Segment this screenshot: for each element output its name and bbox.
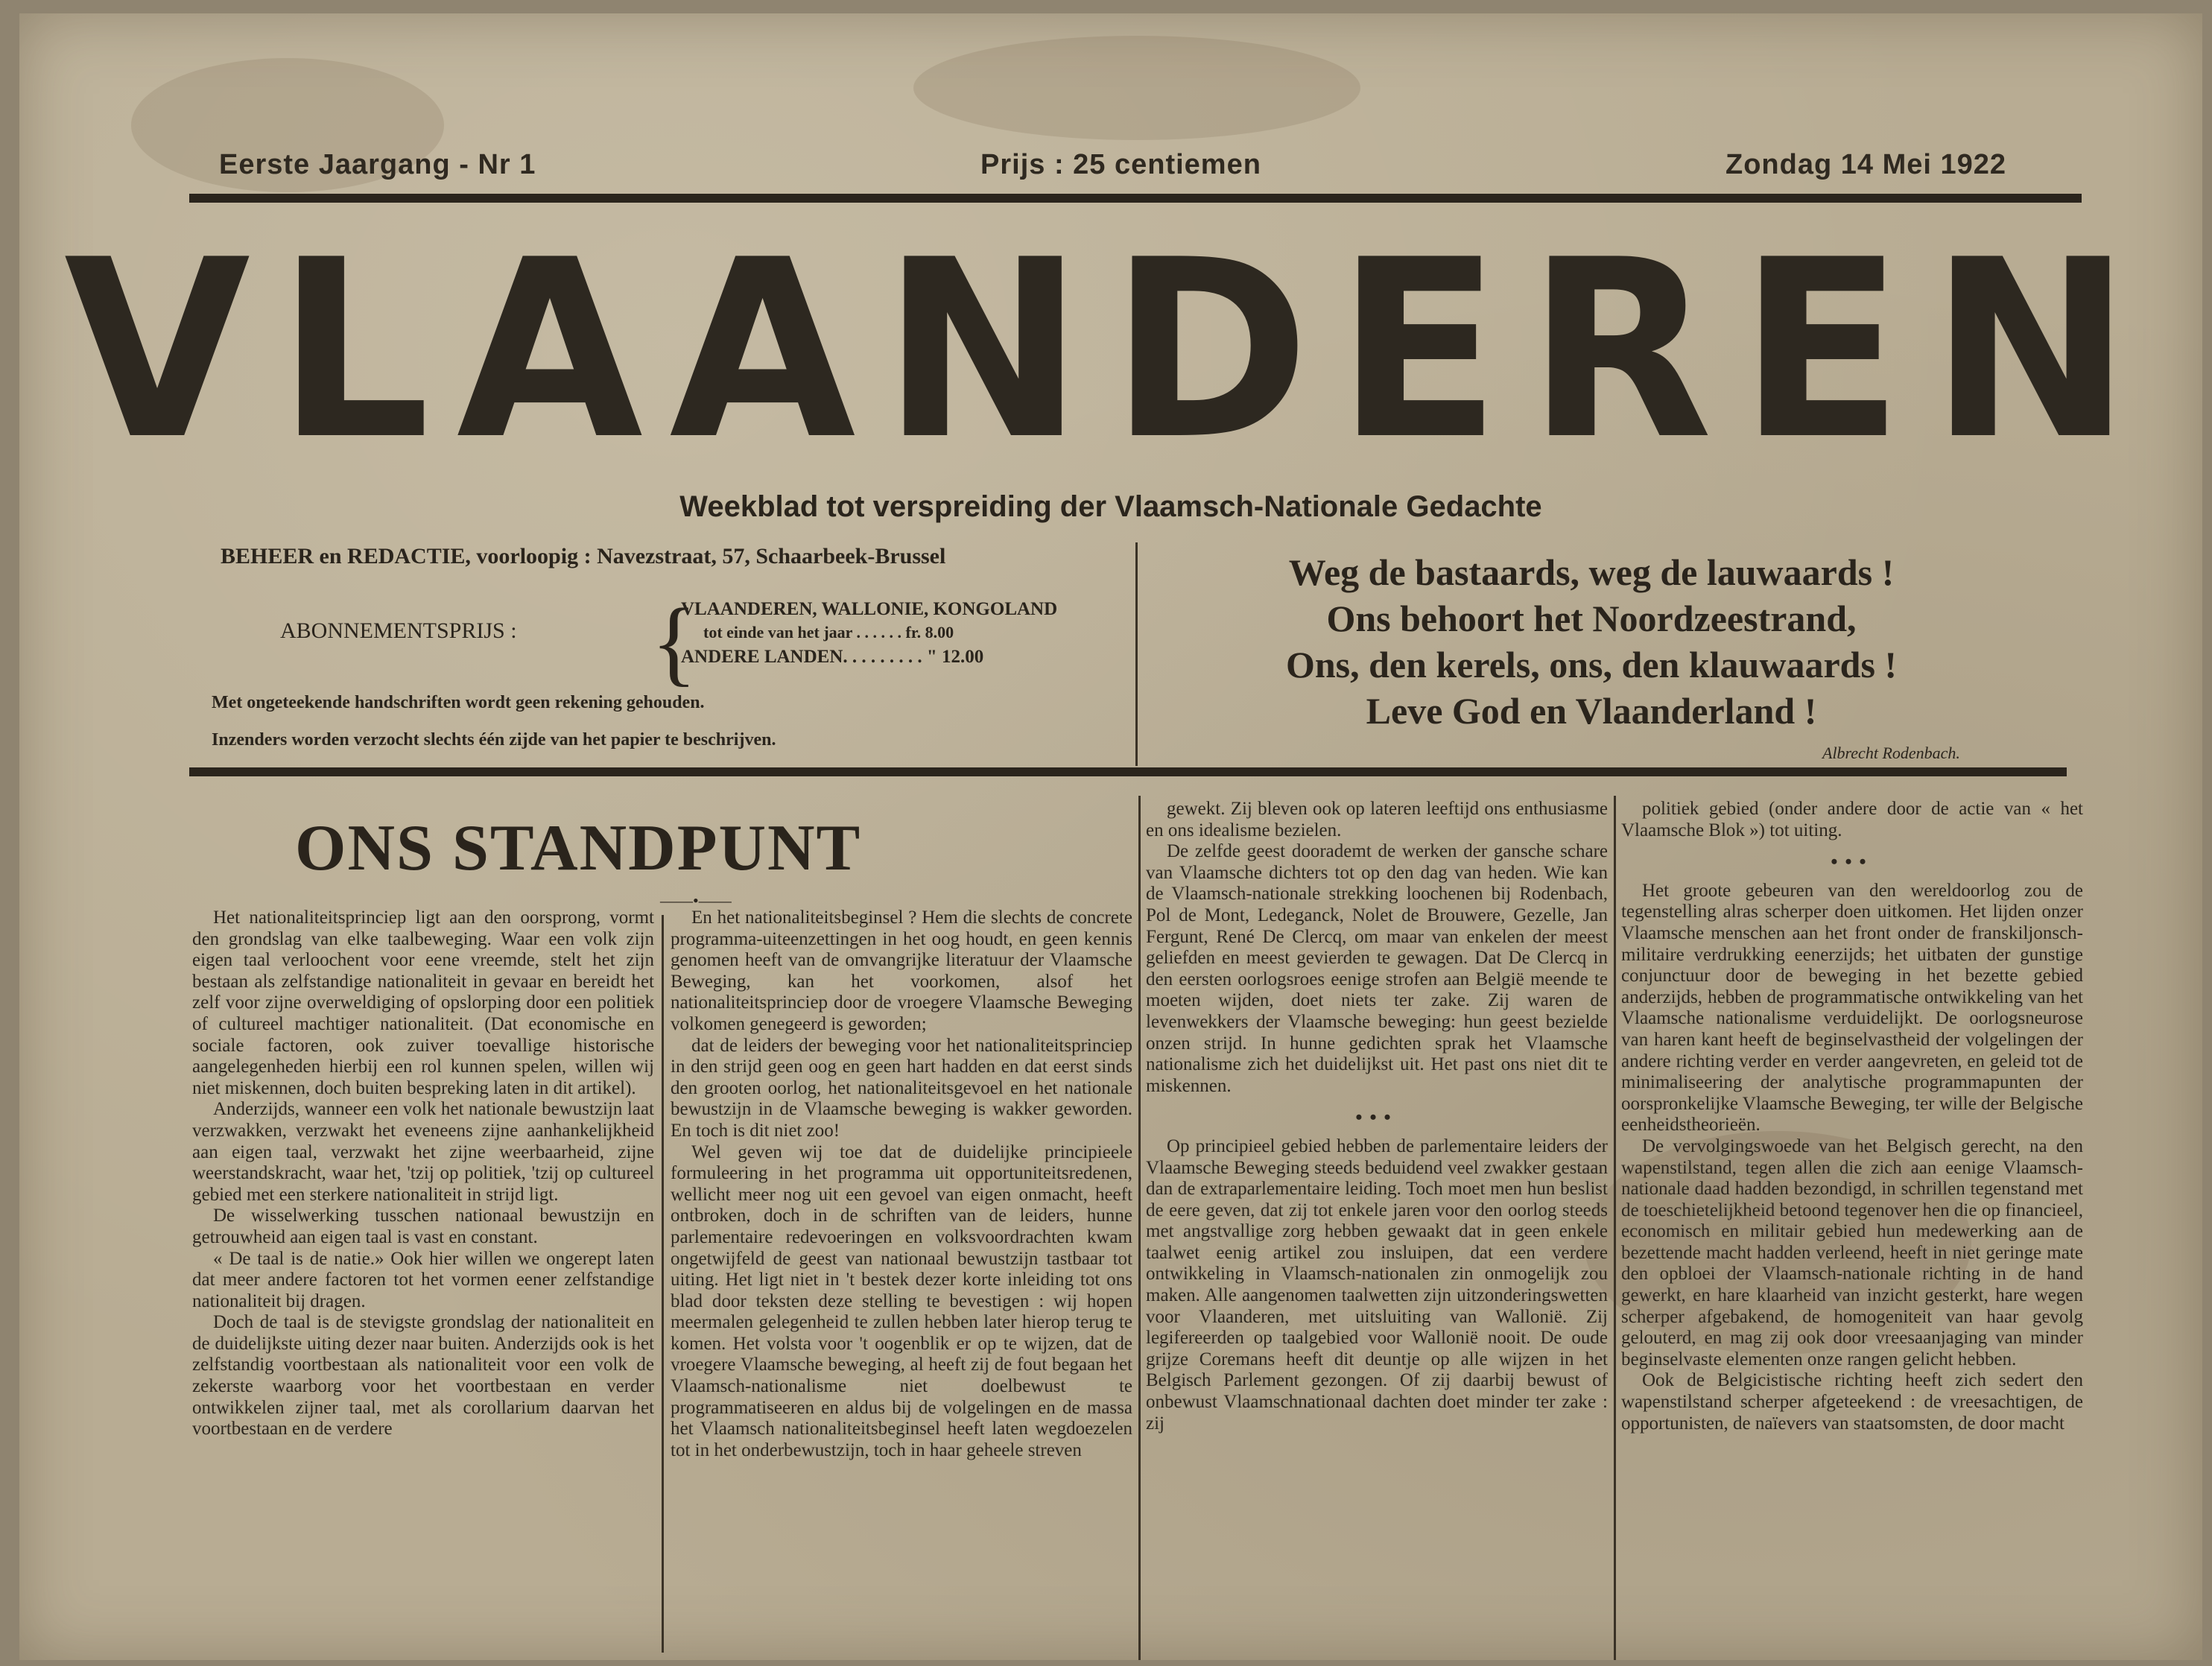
- headline-flourish: ——•——: [660, 891, 732, 910]
- article-paragraph: De vervolgingswoede van het Belgisch gerecht, na den wapenstilstand, tegen allen die zich aan eenige Vlaamsch-nationale daad hadden bezondigd, in schrillen tegenstand met de toeschietelijkheid betoond tegenover hen die op financieel, economisch en militair gebied hun medewerking aan de bezettende macht hadden verleend, heeft in niet geringe mate den opbloei der Vlaamsch-nationale richting in de hand gewerkt, en hare klaarheid van inzicht gesterkt, hare wegen scherper afgebakend, de homogeniteit van haar gevolg gelouterd, en mag zij ook door vreesaanjaging van minder beginselvaste elementen onze rangen gelicht hebben.: [1621, 1136, 2083, 1369]
- article-paragraph: Op principieel gebied hebben de parlementaire leiders der Vlaamsche Beweging steeds beduidend veel zwakker gestaan dan de extraparlementaire leiding. Toch moet men hun beslist de eere geven, dat zij tot enkele jaren voor den oorlog steeds met angstvallige zorg hebben gewaakt dat in geen enkele taalwet eenig artikel zou insluipen, dat een verdere ontwikkeling in Vlaamsch-nationalen zin onmogelijk zou maken. Alle aangenomen taalwetten zijn uitzonderingswetten voor Vlaanderen, met uitsluiting van Wallonië. Zij legifereerden op taalgebied voor Wallonië nooit. De oude grijze Coremans heeft dit deuntje op alle wijzen in het Belgisch Parlement gezongen. Of zij daarbij bewust of onbewust Vlaamschnationaal dachten doet minder ter zake : zij: [1146, 1136, 1608, 1434]
- article-paragraph: Doch de taal is de stevigste grondslag der nationaliteit en de duidelijkste uiting dezer naar buiten. Anderzijds ook is het zelfstandig voortbestaan als nationaliteit voor een volk de zekerste waarborg voor het voortbestaan en verder ontwikkelen zijner taal, met als corollarium daarvan het voortbestaan en de verdere: [192, 1312, 654, 1439]
- article-headline: ONS STANDPUNT: [295, 812, 862, 884]
- header-column-divider: [1135, 542, 1138, 766]
- paper-stain: [913, 36, 1360, 140]
- article-column-4: [1621, 799, 2083, 1656]
- motto-line: Ons behoort het Noordzeestrand,: [1326, 598, 1857, 639]
- newspaper-page: [19, 13, 2202, 1660]
- article-paragraph: Het nationaliteitsprinciep ligt aan den oorsprong, vormt den grondslag van elke taalbeweging. Waar een volk zijn eigen taal verloochent voor eene vreemde, stelt het zijn bestaan als zelfstandige nationaliteit in gevaar en bereidt het zelf voor zijne overweldiging of opslorping door een politiek of cultureel machtiger nationaliteit. (Dat economische en sociale factoren, ook zuiver toevallige historische aangelegenheden hierbij een rol kunnen spelen, willen wij niet miskennen, doch buiten bespreking laten in dit artikel).: [192, 908, 654, 1098]
- article-paragraph: « De taal is de natie.» Ook hier willen we ongerept laten dat meer andere factoren tot het vormen eener zelfstandige nationaliteit bij dragen.: [192, 1248, 654, 1311]
- subscription-row: ANDERE LANDEN. . . . . . . . . " 12.00: [681, 647, 984, 667]
- article-paragraph: Het groote gebeuren van den wereldoorlog zou de tegenstelling alras scherper doen uitkomen. Het lijden onzer Vlaamsche menschen aan het front onder de franskiljonsch-militaire verdrukking eenerzijds; het uitbaten der gunstige conjunctuur door de beweging in het bezette gebied anderzijds, hebben de programmatische ontwikkeling van het Vlaamsche nationalisme verduidelijkt. De oorlogsneurose van haren kant heeft de beginselvastheid der volgelingen der andere richting verder en verder aangevreten, en geleid tot de minimaliseering der analytische programmapunten der oorspronkelijke Vlaamsche Beweging, ter wille der Belgische eenheidstheorieën.: [1621, 880, 2083, 1136]
- subscription-row: tot einde van het jaar . . . . . . fr. 8.00: [703, 623, 954, 642]
- administration-address: BEHEER en REDACTIE, voorloopig : Navezstraat, 57, Schaarbeek-Brussel: [221, 544, 946, 568]
- issue-number: Eerste Jaargang - Nr 1: [219, 149, 536, 180]
- masthead-title: VLAANDEREN: [63, 207, 2158, 493]
- article-paragraph: En het nationaliteitsbeginsel ? Hem die slechts de concrete programma-uiteenzettingen in het oog houdt, en geen kennis genomen heeft van de omvangrijke literatuur der Vlaamsche Beweging, kan het voorkomen, alsof het nationaliteitsprinciep door de vroegere Vlaamsche Beweging volkomen genegeerd is geworden;: [671, 908, 1132, 1034]
- article-column-2: [671, 908, 1132, 1645]
- article-paragraph: politiek gebied (onder andere door de actie van « het Vlaamsche Blok ») tot uiting.: [1621, 799, 2083, 840]
- article-paragraph: Wel geven wij toe dat de duidelijke principieele formuleering in het programma uit opportuniteitsredenen, wellicht meer nog uit een gevoel van eigen onmacht, heeft ontbroken, doch in de schriften van de leiders, hunne parlementaire redevoeringen en volksvoordrachten kwam ongetwijfeld de geest van nationaal bewustzijn tastbaar tot uiting. Het ligt niet in 't bestek dezer korte inleiding tot ons blad door teksten deze stelling te bevestigen : wij hopen meermalen gelegenheid te zullen hebben later hierop terug te komen. Het volsta voor 't oogenblik er op te wijzen, dat de vroegere Vlaamsche beweging, al heeft zij de fout begaan het Vlaamsch-nationalisme niet doelbewust te programmatiseeren en aldus bij de volgelingen en de massa het Vlaamsch nationaliteitsbeginsel heeft laten wegdoezelen tot in het onderbewustzijn, toch in haar geheele streven: [671, 1141, 1132, 1460]
- editorial-note: Met ongeteekende handschriften wordt geen rekening gehouden.: [212, 693, 705, 712]
- section-separator: •••: [1831, 851, 1874, 873]
- section-separator: •••: [1355, 1106, 1398, 1129]
- article-paragraph: De wisselwerking tusschen nationaal bewustzijn en getrouwheid aan eigen taal is vast en constant.: [192, 1206, 654, 1247]
- editorial-note: Inzenders worden verzocht slechts één zijde van het papier te beschrijven.: [212, 730, 776, 750]
- article-paragraph: dat de leiders der beweging voor het nationaliteitsprinciep in den strijd geen oog en geen hart hadden en dat eerst sinds den grooten oorlog, het nationaliteitsgevoel en het nationale bewustzijn in de Vlaamsche beweging is wakker geworden. En toch is dit niet zoo!: [671, 1035, 1132, 1141]
- subscription-label: ABONNEMENTSPRIJS :: [280, 618, 517, 643]
- article-column-3: [1146, 799, 1608, 1656]
- motto-author: Albrecht Rodenbach.: [1822, 744, 1960, 762]
- article-paragraph: gewekt. Zij bleven ook op lateren leeftijd ons enthusiasme en ons idealisme bezielen.: [1146, 799, 1608, 840]
- motto-line: Leve God en Vlaanderland !: [1366, 690, 1817, 732]
- subtitle: Weekblad tot verspreiding der Vlaamsch-Nationale Gedachte: [679, 490, 1542, 523]
- top-rule: [189, 194, 2082, 203]
- issue-date: Zondag 14 Mei 1922: [1725, 149, 2007, 180]
- article-column-1: [192, 908, 654, 1645]
- motto-line: Ons, den kerels, ons, den klauwaards !: [1285, 644, 1898, 685]
- header-bottom-rule: [189, 767, 2067, 776]
- motto-line: Weg de bastaards, weg de lauwaards !: [1288, 551, 1895, 593]
- article-paragraph: Ook de Belgicistische richting heeft zich sedert den wapenstilstand scherper afgeteekend : de vreesachtigen, de opportunisten, de naïevers van staatsomsten, de door macht: [1621, 1370, 2083, 1434]
- column-divider: [1614, 796, 1616, 1660]
- article-paragraph: Anderzijds, wanneer een volk het nationale bewustzijn laat verzwakken, verzwakt het eveneens zijne aanhankelijkheid aan eigen taal, verzwakt het zijne weerbaarheid, zijne weerstandskracht, waar het, 'tzij op politiek, 'tzij op cultureel gebied met een sterkere nationaliteit in strijd ligt.: [192, 1099, 654, 1205]
- column-divider: [662, 915, 664, 1653]
- brace-glyph: {: [651, 589, 697, 695]
- column-divider: [1138, 796, 1141, 1660]
- issue-price: Prijs : 25 centiemen: [980, 149, 1261, 180]
- subscription-row: VLAANDEREN, WALLONIE, KONGOLAND: [681, 599, 1058, 619]
- article-paragraph: De zelfde geest doorademt de werken der gansche schare van Vlaamsche dichters tot op den dag van heden. Wie kan de Vlaamsch-nationale strekking loochenen bij Rodenbach, Pol de Mont, Ledeganck, Nolet de Brouwere, Gezelle, Jan Fergunt, René De Clercq, om maar van enkelen der meest geliefden en meest gevierden te gewagen. Dat De Clercq in den eersten oorlogsroes eenige strofen aan België meende te moeten wijden, doet niets ter zake. Zij waren de levenwekkers der Vlaamsche beweging: hun geest bezielde onzen strijd. In hunne gedichten sprak het Vlaamsche nationalisme zich het duidelijkst uit. Het past ons niet dit te miskennen.: [1146, 841, 1608, 1096]
